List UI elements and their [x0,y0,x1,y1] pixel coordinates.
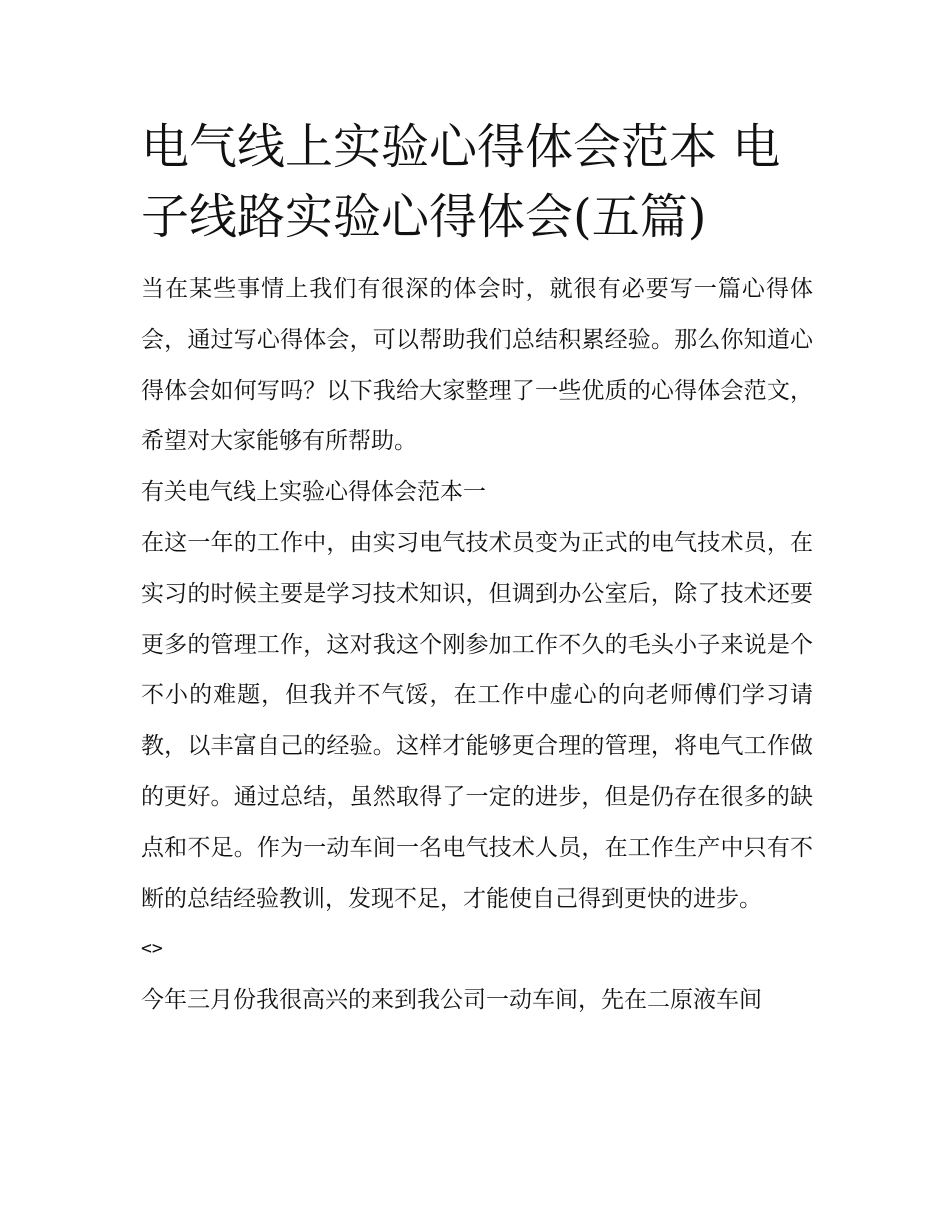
title-spacer [141,252,813,264]
document-body [141,112,813,1026]
body-paragraph-1: 在这一年的工作中，由实习电气技术员变为正式的电气技术员，在实习的时候主要是学习技术知识，但调到办公室后，除了技术还要更多的管理工作，这对我这个刚参加工作不久的毛头小子来说是个不小的难题，但我并不气馁，在工作中虚心的向老师傅们学习请教，以丰富自己的经验。这样才能够更合理的管理，将电气工作做的更好。通过总结，虽然取得了一定的进步，但是仍存在很多的缺点和不足。作为一动车间一名电气技术人员，在工作生产中只有不断的总结经验教训，发现不足，才能使自己得到更快的进步。 [141,529,813,912]
document-title: 电气线上实验心得体会范本 电子线路实验心得体会(五篇) [141,119,781,245]
section-heading: 有关电气线上实验心得体会范本一 [141,479,486,506]
intro-paragraph: 当在某些事情上我们有很深的体会时，就很有必要写一篇心得体会，通过写心得体会，可以帮助我们总结积累经验。那么你知道心得体会如何写吗？以下我给大家整理了一些优质的心得体会范文，希望对大家能够有所帮助。 [141,276,813,455]
body-paragraph-2: 今年三月份我很高兴的来到我公司一动车间，先在二原液车间 [141,987,762,1014]
bracket-marker: <> [141,938,163,960]
